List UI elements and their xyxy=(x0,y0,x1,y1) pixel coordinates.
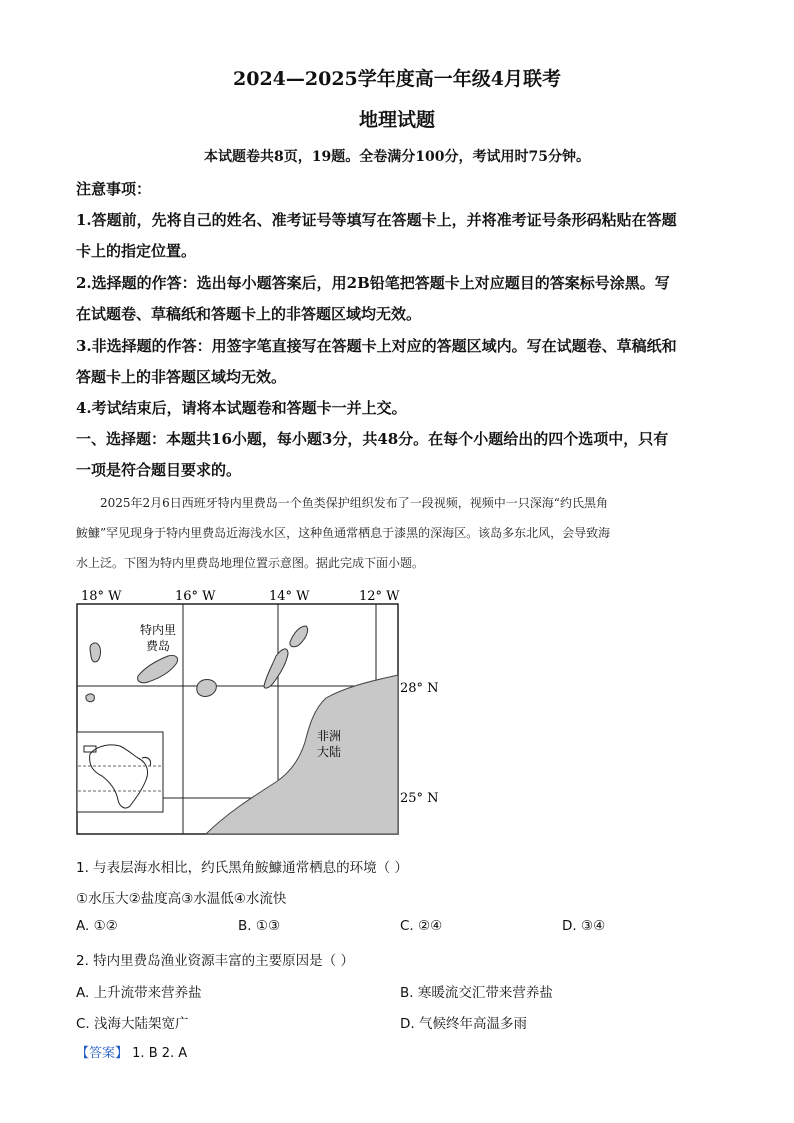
notes-line: 2.选择题的作答：选出每小题答案后，用2B铅笔把答题卡上对应题目的答案标号涂黑。写 xyxy=(76,274,670,292)
lon-label: 18° W xyxy=(81,589,122,604)
continent-label: 非洲 xyxy=(317,729,342,743)
notes-line: 卡上的指定位置。 xyxy=(76,242,197,260)
notes-line: 答题卡上的非答题区域均无效。 xyxy=(76,368,287,386)
question-2-option-c[interactable]: C. 浅海大陆架宽广 xyxy=(76,1016,189,1032)
section-heading-cont: 一项是符合题目要求的。 xyxy=(76,461,242,479)
notes-line: 3.非选择题的作答：用签字笔直接写在答题卡上对应的答题区域内。写在试题卷、草稿纸和 xyxy=(76,337,677,355)
notes-line: 1.答题前，先将自己的姓名、准考证号等填写在答题卡上，并将准考证号条形码粘贴在答题 xyxy=(76,211,677,229)
passage-line: 2025年2月6日西班牙特内里费岛一个鱼类保护组织发布了一段视频，视频中一只深海“约氏黑角 xyxy=(100,496,608,510)
question-2-stem: 2. 特内里费岛渔业资源丰富的主要原因是（ ） xyxy=(76,953,354,969)
question-1-option-a[interactable]: A. ①② xyxy=(76,918,118,934)
island-gran-canaria xyxy=(197,680,217,697)
island-label: 费岛 xyxy=(146,639,171,653)
section-heading: 一、选择题：本题共16小题，每小题3分，共48分。在每个小题给出的四个选项中，只有 xyxy=(76,430,669,448)
question-2-option-d[interactable]: D. 气候终年高温多雨 xyxy=(400,1016,527,1032)
lon-label: 12° W xyxy=(359,589,400,604)
question-1-option-c[interactable]: C. ②④ xyxy=(400,918,443,934)
question-2-option-a[interactable]: A. 上升流带来营养盐 xyxy=(76,985,202,1001)
lon-label: 14° W xyxy=(269,589,310,604)
question-1-option-d[interactable]: D. ③④ xyxy=(562,918,606,934)
island-label: 特内里 xyxy=(140,623,177,637)
exam-intro: 本试题卷共8页，19题。全卷满分100分，考试用时75分钟。 xyxy=(204,149,590,165)
question-1-statements: ①水压大②盐度高③水温低④水流快 xyxy=(76,891,287,907)
question-2-option-b[interactable]: B. 寒暖流交汇带来营养盐 xyxy=(400,985,553,1001)
passage-line: 水上泛。下图为特内里费岛地理位置示意图。据此完成下面小题。 xyxy=(76,556,425,570)
answer-tag: 【答案】 xyxy=(76,1046,129,1061)
notes-line: 4.考试结束后，请将本试题卷和答题卡一并上交。 xyxy=(76,399,407,417)
subject-title: 地理试题 xyxy=(358,109,435,131)
notes-heading: 注意事项： xyxy=(76,180,152,198)
island-la-palma xyxy=(90,643,101,662)
question-1-stem: 1. 与表层海水相比，约氏黑角鮟鱇通常栖息的环境（ ） xyxy=(76,860,408,876)
tenerife-location-map xyxy=(76,586,439,836)
notes-line: 在试题卷、草稿纸和答题卡上的非答题区域均无效。 xyxy=(76,305,422,323)
answer-text: 1. B 2. A xyxy=(132,1046,188,1061)
lat-label: 28° N xyxy=(400,681,439,696)
question-1-option-b[interactable]: B. ①③ xyxy=(238,918,281,934)
lat-label: 25° N xyxy=(400,791,439,806)
lon-label: 16° W xyxy=(175,589,216,604)
exam-title: 2024—2025学年度高一年级4月联考 xyxy=(233,68,561,90)
continent-label: 大陆 xyxy=(317,745,342,759)
answer-line xyxy=(76,1042,187,1061)
passage-line: 鮟鱇”罕见现身于特内里费岛近海浅水区，这种鱼通常栖息于漆黑的深海区。该岛多东北风，会导致海 xyxy=(76,526,611,540)
island-el-hierro xyxy=(86,694,95,702)
